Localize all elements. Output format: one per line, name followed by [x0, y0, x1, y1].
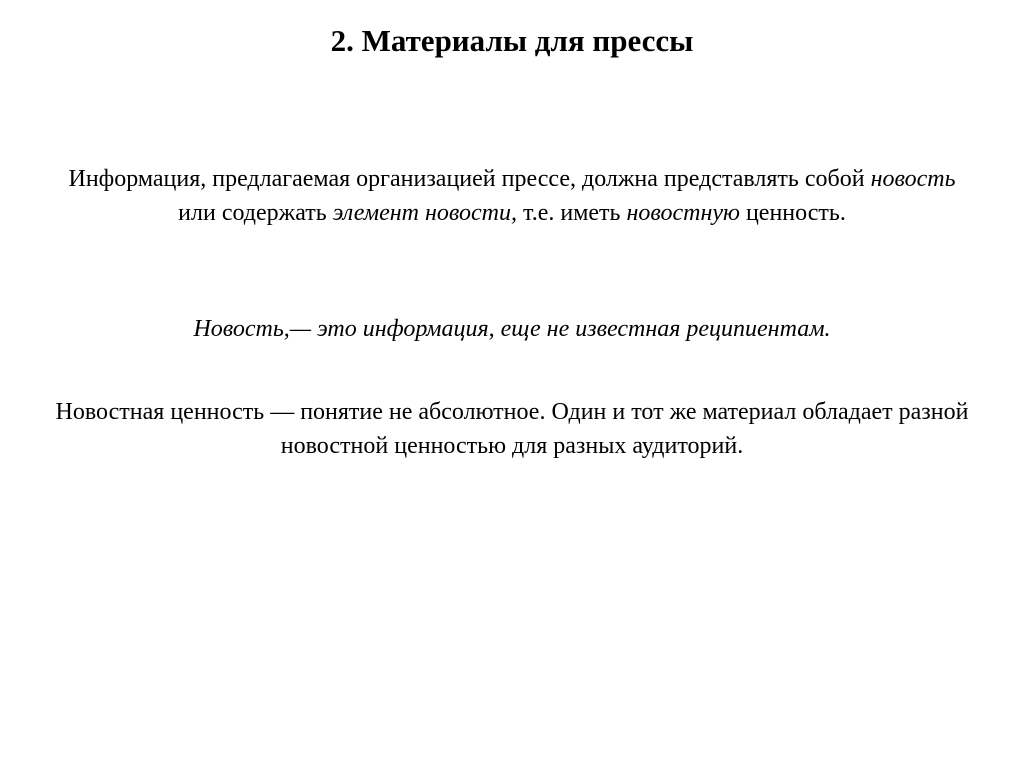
- paragraph1-text-2: или содержать: [178, 200, 333, 226]
- paragraph1-emphasis-news-value: новостную: [626, 200, 740, 226]
- paragraph1-emphasis-news-element: элемент новости,: [332, 200, 518, 226]
- paragraph-news-information: [52, 162, 972, 230]
- slide-title: 2. Материалы для прессы: [330, 23, 694, 58]
- paragraph-news-value: Новостная ценность — понятие не абсолютное. Один и тот же материал обладает разной новостной ценностью для разных аудиторий.: [55, 399, 969, 459]
- paragraph1-text-1: Информация, предлагаемая организацией прессе, должна представлять собой: [68, 166, 871, 192]
- paragraph1-text-3: т.е. иметь: [517, 200, 627, 226]
- paragraph1-text-4: ценность.: [739, 200, 846, 226]
- paragraph1-emphasis-news: новость: [870, 166, 956, 192]
- paragraph-news-definition: [52, 312, 972, 346]
- news-definition-text: Новость,— это информация, еще не известная реципиентам.: [193, 316, 831, 342]
